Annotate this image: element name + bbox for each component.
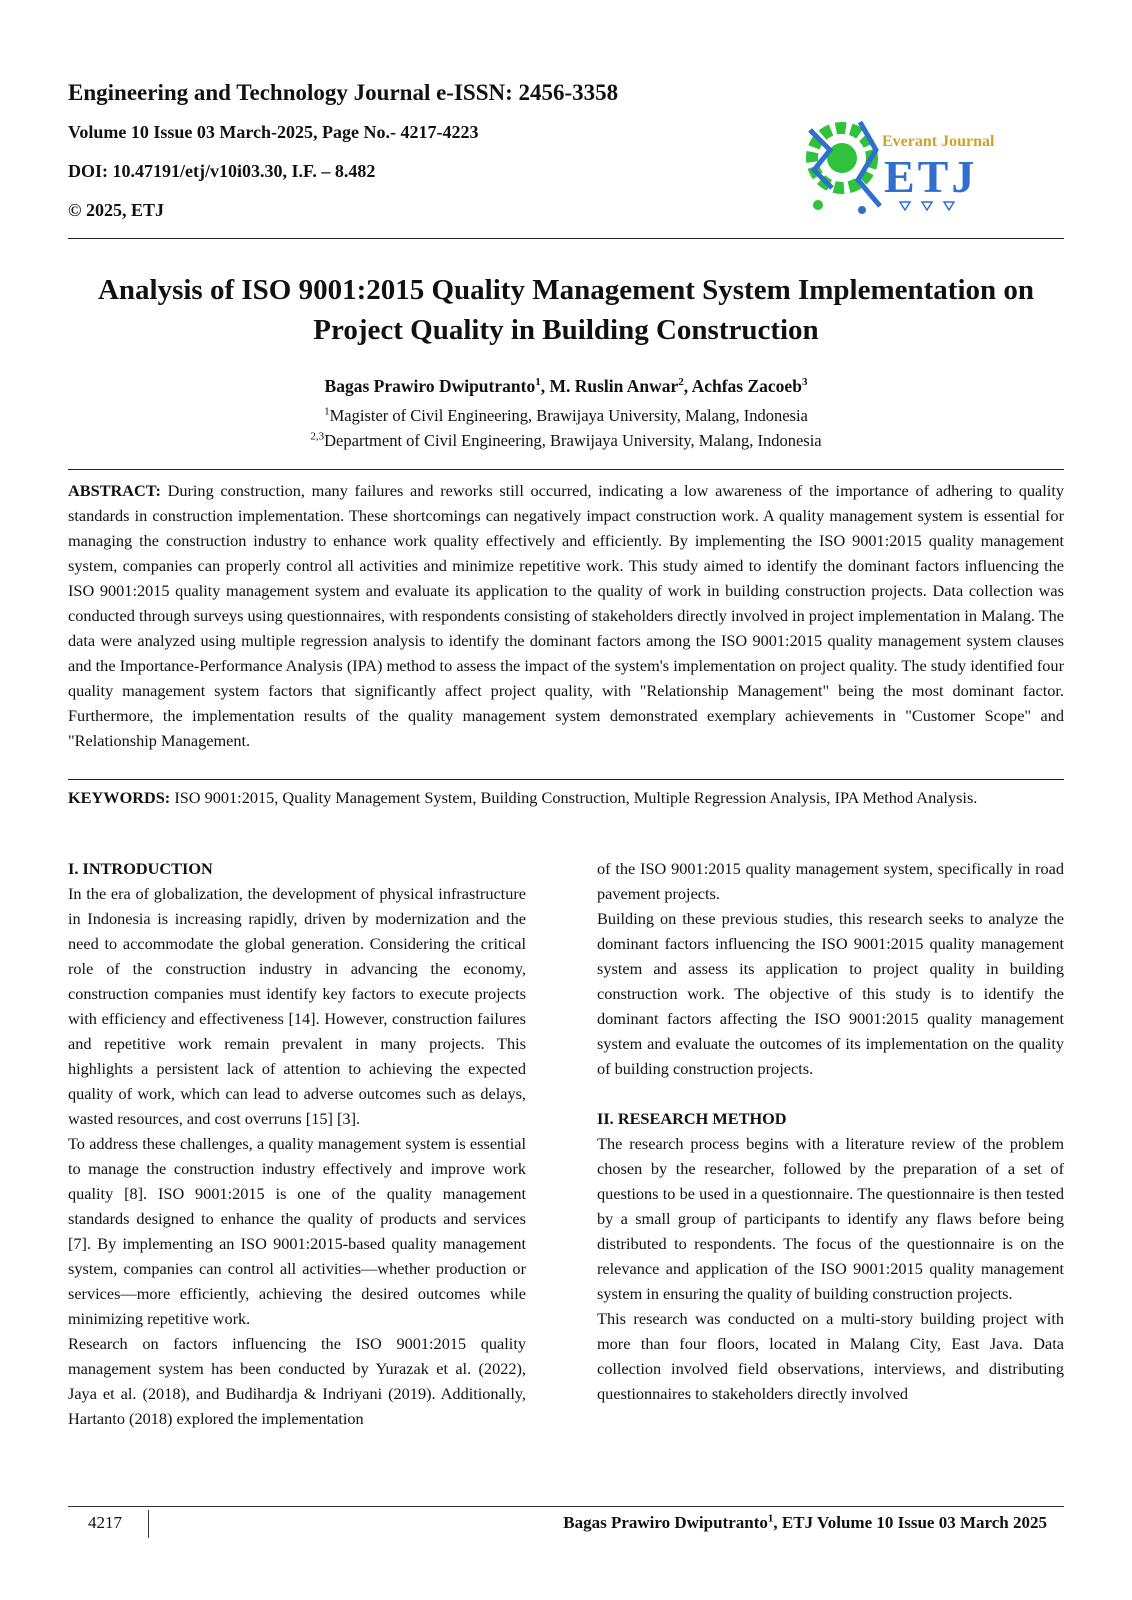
affiliation-text: Department of Civil Engineering, Brawijaya University, Malang, Indonesia [324,431,822,450]
abstract-bottom-divider [68,779,1064,780]
running-author: Bagas Prawiro Dwiputranto [563,1513,768,1532]
journal-logo [800,110,1018,222]
gear-icon [810,122,880,214]
keywords-text: ISO 9001:2015, Quality Management System, Building Construction, Multiple Regression Analysis, IPA Method Analysis. [174,788,978,807]
author-list [68,376,1064,397]
logo-mark: ETJ [884,151,978,202]
title-line-1: Analysis of ISO 9001:2015 Quality Management System Implementation on [97,274,1035,306]
paragraph: Building on these previous studies, this research seeks to analyze the dominant factors influencing the ISO 9001:2015 quality management system and assess its application to project quality in building construction work. The objective of this study is to identify the dominant factors affecting the ISO 9001:2015 quality management system and evaluate the outcomes of its implementation on the quality of building construction projects. [597,909,1064,1078]
doi-line: DOI: 10.47191/etj/v10i03.30, I.F. – 8.482 [68,161,376,181]
abstract-label: ABSTRACT: [68,481,161,500]
author-name: Bagas Prawiro Dwiputranto [324,376,536,396]
paper-title [68,270,1064,350]
paragraph: Research on factors influencing the ISO 9001:2015 quality management system has been conducted by Yurazak et al. (2022), Jaya et al. (2018), and Budihardja & Indriyani (2019). Additionally, Hartanto (2018) explored the implementation [68,1334,526,1428]
header-divider [68,238,1064,239]
paragraph: To address these challenges, a quality management system is essential to manage the construction industry effectively and improve work quality [8]. ISO 9001:2015 is one of the quality management standards designed to enhance the quality of products and services [7]. By implementing an ISO 9001:2015-based quality management system, companies can control all activities—whether production or services—more efficiently, achieving the desired outcomes while minimizing repetitive work. [68,1134,526,1328]
author-sup: 1 [535,376,541,389]
left-column [68,856,526,1431]
author-sep: , [683,376,692,396]
footer-divider [68,1506,1064,1507]
page-number: 4217 [88,1513,122,1532]
footer-vertical-divider [148,1510,149,1538]
running-rest: , ETJ Volume 10 Issue 03 March 2025 [773,1513,1047,1532]
affiliation-1 [68,406,1064,426]
affiliation-text: Magister of Civil Engineering, Brawijaya University, Malang, Indonesia [329,406,808,425]
abstract-text: During construction, many failures and reworks still occurred, indicating a low awareness of the importance of adhering to quality standards in construction implementation. These shortcomings can negatively impact construction work. A quality management system is essential for managing the construction industry to enhance work quality effectively and efficiently. By implementing the ISO 9001:2015 quality management system, companies can properly control all activities and minimize repetitive work. This study aimed to identify the dominant factors influencing the ISO 9001:2015 quality management system and evaluate its application to the quality of work in building construction projects. Data collection was conducted through surveys using questionnaires, with respondents consisting of stakeholders directly involved in project implementation in Malang. The data were analyzed using multiple regression analysis to identify the dominant factors among the ISO 9001:2015 quality management system clauses and the Importance-Performance Analysis (IPA) method to assess the impact of the system's implementation on project quality. The study identified four quality management system factors that significantly affect project quality, with "Relationship Management" being the most dominant factor. Furthermore, the implementation results of the quality management system demonstrated exemplary achievements in "Customer Scope" and "Relationship Management. [68,481,1064,750]
title-line-2: Project Quality in Building Construction [313,314,819,346]
paragraph: In the era of globalization, the development of physical infrastructure in Indonesia is increasing rapidly, driven by modernization and the need to accommodate the global generation. Considering the critical role of the construction industry in advancing the economy, construction companies must identify key factors to execute projects with efficiency and effectiveness [14]. However, construction failures and repetitive work remain prevalent in many projects. This highlights a persistent lack of attention to achieving the expected quality of work, which can lead to adverse outcomes such as delays, wasted resources, and cost overruns [15] [3]. [68,884,526,1128]
abstract-top-divider [68,469,1064,470]
volume-line: Volume 10 Issue 03 March-2025, Page No.- 4217-4223 [68,122,479,142]
affiliation-sup: 1 [324,405,330,418]
paragraph: This research was conducted on a multi-story building project with more than four floors, located in Malang City, East Java. Data collection involved field observations, interviews, and distributing questionnaires to stakeholders directly involved [597,1309,1064,1403]
author-sep: , [540,376,550,396]
right-column [597,856,1064,1406]
logo-text: Everant Journal [882,133,995,150]
author-name: Achfas Zacoeb [691,376,802,396]
section-heading-research-method: II. RESEARCH METHOD [597,1109,787,1128]
running-sup: 1 [767,1512,774,1525]
journal-title: Engineering and Technology Journal e-ISSN: 2456-3358 [68,80,619,105]
keywords-label: KEYWORDS: [68,788,171,807]
section-heading-introduction: I. INTRODUCTION [68,859,213,878]
running-footer [563,1513,1047,1533]
affiliation-sup: 2,3 [310,430,325,443]
copyright-line: © 2025, ETJ [68,200,164,220]
keywords [68,785,1064,810]
author-sup: 3 [801,376,808,389]
author-name: M. Ruslin Anwar [549,376,679,396]
abstract [68,478,1064,753]
affiliation-2 [68,431,1064,451]
author-sup: 2 [678,376,684,389]
paragraph: The research process begins with a literature review of the problem chosen by the researcher, followed by the preparation of a set of questions to be used in a questionnaire. The questionnaire is then tested by a small group of participants to identify any flaws before being distributed to respondents. The focus of the questionnaire is on the relevance and application of the ISO 9001:2015 quality management system in ensuring the quality of building construction projects. [597,1134,1064,1303]
paragraph: of the ISO 9001:2015 quality management system, specifically in road pavement projects. [597,859,1064,903]
